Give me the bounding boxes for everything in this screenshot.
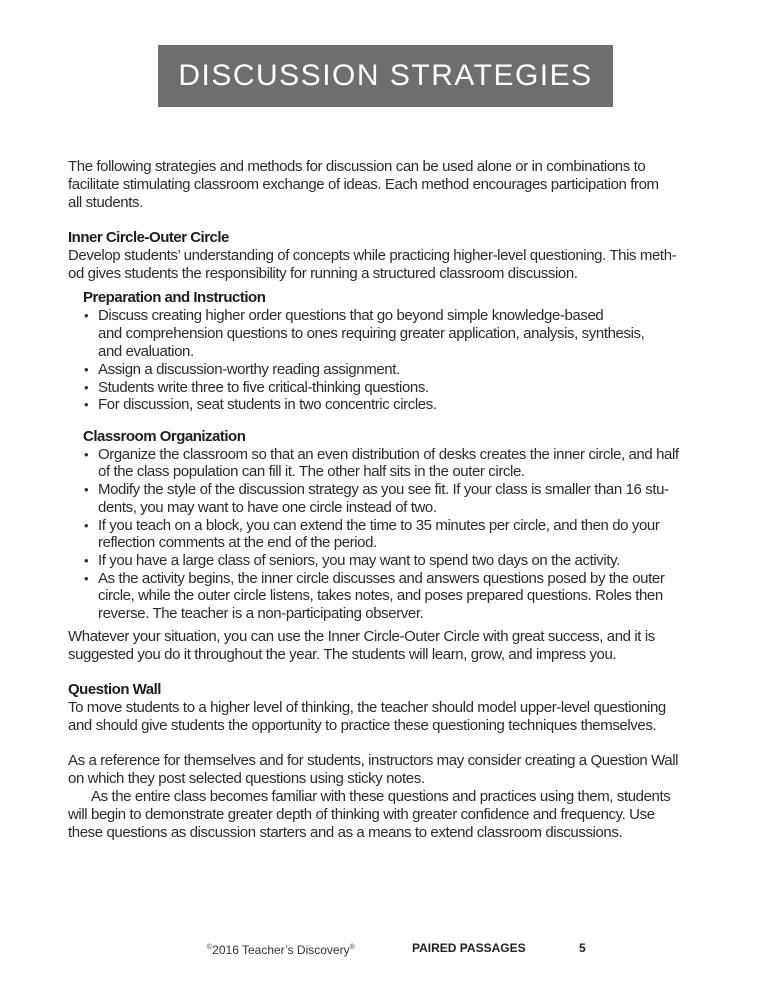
footer-copyright [207,940,355,958]
bullet-icon: • [84,447,89,462]
closing-line: Whatever your situation, you can use the Inner Circle-Outer Circle with great success, and it is [68,628,655,645]
copyright-symbol: © [207,944,213,951]
question-wall-line: and should give students the opportunity to practice these questioning techniques themselves. [68,717,657,734]
bullet-icon: • [84,571,89,586]
subsection-heading-preparation: Preparation and Instruction [83,289,266,306]
bullet-text: Organize the classroom so that an even distribution of desks creates the inner circle, and half [98,446,679,463]
bullet-icon: • [84,308,89,323]
bullet-icon: • [84,553,89,568]
copyright-text: 2016 Teacher’s Discovery [212,943,350,957]
bullet-text: and evaluation. [98,343,194,360]
registered-symbol: ® [349,944,355,951]
section-description-line: Develop students’ understanding of concepts while practicing higher-level questioning. This meth- [68,247,677,264]
closing-line: suggested you do it throughout the year. The students will learn, grow, and impress you. [68,646,617,663]
question-wall-line: As the entire class becomes familiar with these questions and practices using them, students [91,788,671,805]
bullet-text: Discuss creating higher order questions that go beyond simple knowledge-based [98,307,604,324]
bullet-text: For discussion, seat students in two concentric circles. [98,396,437,413]
bullet-text: and comprehension questions to ones requiring greater application, analysis, synthesis, [98,325,645,342]
question-wall-line: these questions as discussion starters and as a means to extend classroom discussions. [68,824,623,841]
bullet-text: Assign a discussion-worthy reading assignment. [98,361,400,378]
bullet-text: As the activity begins, the inner circle discusses and answers questions posed by the outer [98,570,665,587]
question-wall-line: will begin to demonstrate greater depth of thinking with greater confidence and frequency. Use [68,806,655,823]
bullet-text: of the class population can fill it. The other half sits in the outer circle. [98,463,525,480]
intro-line: facilitate stimulating classroom exchange of ideas. Each method encourages participation from [68,176,659,193]
bullet-icon: • [84,397,89,412]
bullet-icon: • [84,362,89,377]
bullet-text: circle, while the outer circle listens, takes notes, and poses prepared questions. Roles then [98,587,663,604]
section-heading-inner-circle: Inner Circle-Outer Circle [68,229,229,246]
bullet-icon: • [84,482,89,497]
question-wall-line: To move students to a higher level of thinking, the teacher should model upper-level questioning [68,699,666,716]
bullet-icon: • [84,380,89,395]
section-heading-question-wall: Question Wall [68,681,161,698]
question-wall-line: As a reference for themselves and for students, instructors may consider creating a Question Wall [68,752,679,769]
bullet-icon: • [84,518,89,533]
question-wall-line: on which they post selected questions using sticky notes. [68,770,425,787]
section-description-line: od gives students the responsibility for running a structured classroom discussion. [68,265,578,282]
bullet-text: reverse. The teacher is a non-participating observer. [98,605,424,622]
title-banner [158,45,613,107]
footer-page-number: 5 [579,941,586,955]
bullet-text: If you have a large class of seniors, you may want to spend two days on the activity. [98,552,620,569]
page-title: DISCUSSION STRATEGIES [178,59,593,92]
intro-line: all students. [68,194,143,211]
subsection-heading-organization: Classroom Organization [83,428,246,445]
bullet-text: dents, you may want to have one circle instead of two. [98,499,437,516]
bullet-text: Modify the style of the discussion strategy as you see fit. If your class is smaller than 16 stu- [98,481,669,498]
bullet-text: reflection comments at the end of the period. [98,534,377,551]
bullet-text: If you teach on a block, you can extend the time to 35 minutes per circle, and then do your [98,517,660,534]
intro-line: The following strategies and methods for discussion can be used alone or in combinations to [68,158,646,175]
bullet-text: Students write three to five critical-thinking questions. [98,379,429,396]
footer-book-title: PAIRED PASSAGES [412,941,526,955]
